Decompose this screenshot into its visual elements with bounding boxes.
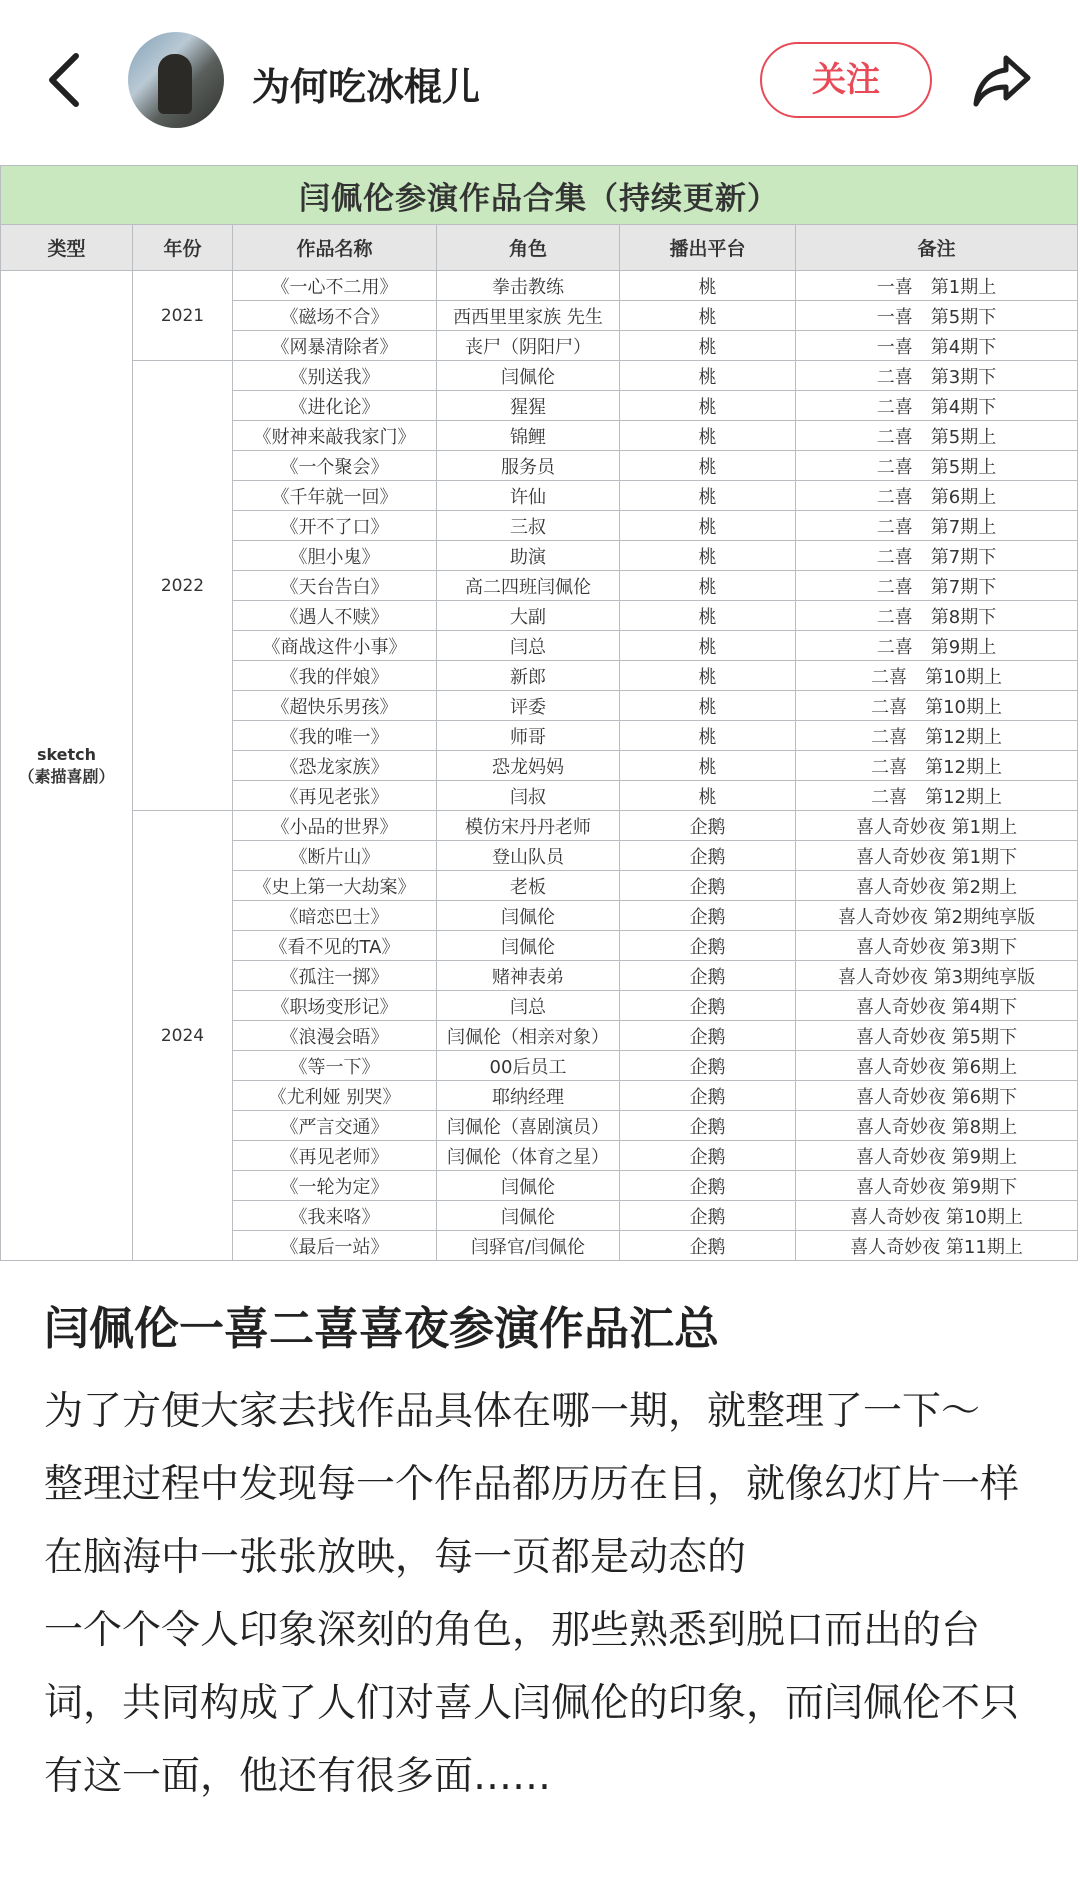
platform-cell: 企鹅 bbox=[620, 1201, 796, 1231]
year-cell: 2024 bbox=[133, 811, 233, 1261]
work-title-cell: 《网暴清除者》 bbox=[233, 331, 437, 361]
username[interactable]: 为何吃冰棍儿 bbox=[252, 65, 481, 109]
work-title-cell: 《胆小鬼》 bbox=[233, 541, 437, 571]
work-title-cell: 《史上第一大劫案》 bbox=[233, 871, 437, 901]
work-title-cell: 《再见老师》 bbox=[233, 1141, 437, 1171]
post-paragraph: 整理过程中发现每一个作品都历历在目，就像幻灯片一样在脑海中一张张放映，每一页都是动态的 bbox=[44, 1462, 1020, 1580]
note-cell: 喜人奇妙夜 第1期下 bbox=[796, 841, 1078, 871]
work-title-cell: 《商战这件小事》 bbox=[233, 631, 437, 661]
work-title-cell: 《暗恋巴士》 bbox=[233, 901, 437, 931]
role-cell: 高二四班闫佩伦 bbox=[437, 571, 620, 601]
note-cell: 二喜 第9期上 bbox=[796, 631, 1078, 661]
back-button[interactable] bbox=[40, 48, 88, 112]
share-button[interactable] bbox=[972, 52, 1032, 108]
table-row bbox=[1, 811, 1078, 841]
platform-cell: 企鹅 bbox=[620, 811, 796, 841]
platform-cell: 桃 bbox=[620, 541, 796, 571]
work-title-cell: 《等一下》 bbox=[233, 1051, 437, 1081]
note-cell: 一喜 第4期下 bbox=[796, 331, 1078, 361]
platform-cell: 桃 bbox=[620, 331, 796, 361]
work-title-cell: 《断片山》 bbox=[233, 841, 437, 871]
platform-cell: 企鹅 bbox=[620, 1171, 796, 1201]
note-cell: 二喜 第6期上 bbox=[796, 481, 1078, 511]
note-cell: 喜人奇妙夜 第3期下 bbox=[796, 931, 1078, 961]
platform-cell: 企鹅 bbox=[620, 841, 796, 871]
role-cell: 服务员 bbox=[437, 451, 620, 481]
work-title-cell: 《一轮为定》 bbox=[233, 1171, 437, 1201]
platform-cell: 企鹅 bbox=[620, 1051, 796, 1081]
role-cell: 闫佩伦 bbox=[437, 931, 620, 961]
work-title-cell: 《我的唯一》 bbox=[233, 721, 437, 751]
platform-cell: 桃 bbox=[620, 361, 796, 391]
work-title-cell: 《超快乐男孩》 bbox=[233, 691, 437, 721]
platform-cell: 企鹅 bbox=[620, 1021, 796, 1051]
platform-cell: 桃 bbox=[620, 481, 796, 511]
note-cell: 二喜 第5期上 bbox=[796, 451, 1078, 481]
column-header: 角色 bbox=[437, 225, 620, 271]
works-table-image bbox=[0, 165, 1080, 1258]
note-cell: 二喜 第7期下 bbox=[796, 571, 1078, 601]
work-title-cell: 《严言交通》 bbox=[233, 1111, 437, 1141]
role-cell: 评委 bbox=[437, 691, 620, 721]
work-title-cell: 《遇人不赎》 bbox=[233, 601, 437, 631]
post-paragraph: 一个个令人印象深刻的角色，那些熟悉到脱口而出的台词，共同构成了人们对喜人闫佩伦的印象，而闫佩伦不只有这一面，他还有很多面…… bbox=[44, 1608, 1020, 1799]
platform-cell: 桃 bbox=[620, 451, 796, 481]
work-title-cell: 《再见老张》 bbox=[233, 781, 437, 811]
work-title-cell: 《我的伴娘》 bbox=[233, 661, 437, 691]
post-title: 闫佩伦一喜二喜喜夜参演作品汇总 bbox=[44, 1302, 720, 1355]
platform-cell: 桃 bbox=[620, 631, 796, 661]
role-cell: 闫总 bbox=[437, 631, 620, 661]
note-cell: 喜人奇妙夜 第10期上 bbox=[796, 1201, 1078, 1231]
note-cell: 二喜 第12期上 bbox=[796, 751, 1078, 781]
note-cell: 喜人奇妙夜 第5期下 bbox=[796, 1021, 1078, 1051]
role-cell: 登山队员 bbox=[437, 841, 620, 871]
platform-cell: 桃 bbox=[620, 781, 796, 811]
role-cell: 猩猩 bbox=[437, 391, 620, 421]
note-cell: 喜人奇妙夜 第3期纯享版 bbox=[796, 961, 1078, 991]
platform-cell: 桃 bbox=[620, 511, 796, 541]
table-title: 闫佩伦参演作品合集（持续更新） bbox=[1, 166, 1078, 225]
work-title-cell: 《职场变形记》 bbox=[233, 991, 437, 1021]
platform-cell: 桃 bbox=[620, 421, 796, 451]
avatar[interactable] bbox=[128, 32, 224, 128]
work-title-cell: 《我来咯》 bbox=[233, 1201, 437, 1231]
note-cell: 二喜 第3期下 bbox=[796, 361, 1078, 391]
work-title-cell: 《千年就一回》 bbox=[233, 481, 437, 511]
year-cell: 2021 bbox=[133, 271, 233, 361]
platform-cell: 企鹅 bbox=[620, 901, 796, 931]
platform-cell: 企鹅 bbox=[620, 1111, 796, 1141]
role-cell: 西西里里家族 先生 bbox=[437, 301, 620, 331]
platform-cell: 企鹅 bbox=[620, 961, 796, 991]
table-row bbox=[1, 361, 1078, 391]
role-cell: 闫佩伦 bbox=[437, 1171, 620, 1201]
table-row bbox=[1, 271, 1078, 301]
role-cell: 助演 bbox=[437, 541, 620, 571]
work-title-cell: 《进化论》 bbox=[233, 391, 437, 421]
note-cell: 喜人奇妙夜 第6期上 bbox=[796, 1051, 1078, 1081]
role-cell: 闫佩伦 bbox=[437, 901, 620, 931]
note-cell: 二喜 第7期下 bbox=[796, 541, 1078, 571]
share-arrow-icon bbox=[972, 52, 1032, 108]
category-cell: sketch （素描喜剧） bbox=[1, 271, 133, 1261]
note-cell: 二喜 第7期上 bbox=[796, 511, 1078, 541]
platform-cell: 桃 bbox=[620, 301, 796, 331]
work-title-cell: 《看不见的TA》 bbox=[233, 931, 437, 961]
work-title-cell: 《恐龙家族》 bbox=[233, 751, 437, 781]
column-header: 类型 bbox=[1, 225, 133, 271]
platform-cell: 桃 bbox=[620, 391, 796, 421]
work-title-cell: 《别送我》 bbox=[233, 361, 437, 391]
platform-cell: 桃 bbox=[620, 601, 796, 631]
role-cell: 拳击教练 bbox=[437, 271, 620, 301]
note-cell: 二喜 第10期上 bbox=[796, 691, 1078, 721]
role-cell: 大副 bbox=[437, 601, 620, 631]
role-cell: 师哥 bbox=[437, 721, 620, 751]
platform-cell: 桃 bbox=[620, 691, 796, 721]
note-cell: 喜人奇妙夜 第9期下 bbox=[796, 1171, 1078, 1201]
note-cell: 二喜 第12期上 bbox=[796, 721, 1078, 751]
platform-cell: 企鹅 bbox=[620, 991, 796, 1021]
role-cell: 赌神表弟 bbox=[437, 961, 620, 991]
platform-cell: 桃 bbox=[620, 661, 796, 691]
note-cell: 二喜 第5期上 bbox=[796, 421, 1078, 451]
note-cell: 喜人奇妙夜 第6期下 bbox=[796, 1081, 1078, 1111]
column-header: 播出平台 bbox=[620, 225, 796, 271]
note-cell: 二喜 第12期上 bbox=[796, 781, 1078, 811]
platform-cell: 桃 bbox=[620, 721, 796, 751]
platform-cell: 企鹅 bbox=[620, 871, 796, 901]
platform-cell: 企鹅 bbox=[620, 1141, 796, 1171]
top-bar bbox=[0, 0, 1080, 160]
role-cell: 恐龙妈妈 bbox=[437, 751, 620, 781]
role-cell: 闫叔 bbox=[437, 781, 620, 811]
platform-cell: 桃 bbox=[620, 571, 796, 601]
platform-cell: 企鹅 bbox=[620, 1081, 796, 1111]
role-cell: 闫佩伦（喜剧演员） bbox=[437, 1111, 620, 1141]
role-cell: 许仙 bbox=[437, 481, 620, 511]
role-cell: 锦鲤 bbox=[437, 421, 620, 451]
column-header: 年份 bbox=[133, 225, 233, 271]
platform-cell: 企鹅 bbox=[620, 1231, 796, 1261]
role-cell: 闫佩伦（体育之星） bbox=[437, 1141, 620, 1171]
note-cell: 喜人奇妙夜 第4期下 bbox=[796, 991, 1078, 1021]
note-cell: 一喜 第5期下 bbox=[796, 301, 1078, 331]
role-cell: 耶纳经理 bbox=[437, 1081, 620, 1111]
note-cell: 喜人奇妙夜 第9期上 bbox=[796, 1141, 1078, 1171]
work-title-cell: 《最后一站》 bbox=[233, 1231, 437, 1261]
role-cell: 00后员工 bbox=[437, 1051, 620, 1081]
role-cell: 模仿宋丹丹老师 bbox=[437, 811, 620, 841]
role-cell: 老板 bbox=[437, 871, 620, 901]
role-cell: 新郎 bbox=[437, 661, 620, 691]
role-cell: 丧尸（阴阳尸） bbox=[437, 331, 620, 361]
work-title-cell: 《孤注一掷》 bbox=[233, 961, 437, 991]
work-title-cell: 《尤利娅 别哭》 bbox=[233, 1081, 437, 1111]
work-title-cell: 《财神来敲我家门》 bbox=[233, 421, 437, 451]
post-body bbox=[44, 1375, 1034, 1813]
year-cell: 2022 bbox=[133, 361, 233, 811]
work-title-cell: 《磁场不合》 bbox=[233, 301, 437, 331]
note-cell: 二喜 第10期上 bbox=[796, 661, 1078, 691]
follow-button[interactable]: 关注 bbox=[760, 42, 932, 118]
column-header: 备注 bbox=[796, 225, 1078, 271]
note-cell: 喜人奇妙夜 第2期上 bbox=[796, 871, 1078, 901]
role-cell: 闫佩伦 bbox=[437, 361, 620, 391]
work-title-cell: 《浪漫会晤》 bbox=[233, 1021, 437, 1051]
note-cell: 喜人奇妙夜 第8期上 bbox=[796, 1111, 1078, 1141]
note-cell: 喜人奇妙夜 第2期纯享版 bbox=[796, 901, 1078, 931]
role-cell: 闫佩伦（相亲对象） bbox=[437, 1021, 620, 1051]
role-cell: 三叔 bbox=[437, 511, 620, 541]
role-cell: 闫总 bbox=[437, 991, 620, 1021]
post-paragraph: 为了方便大家去找作品具体在哪一期，就整理了一下～ bbox=[44, 1389, 981, 1434]
work-title-cell: 《天台告白》 bbox=[233, 571, 437, 601]
work-title-cell: 《一个聚会》 bbox=[233, 451, 437, 481]
note-cell: 喜人奇妙夜 第11期上 bbox=[796, 1231, 1078, 1261]
platform-cell: 企鹅 bbox=[620, 931, 796, 961]
column-header: 作品名称 bbox=[233, 225, 437, 271]
role-cell: 闫佩伦 bbox=[437, 1201, 620, 1231]
note-cell: 一喜 第1期上 bbox=[796, 271, 1078, 301]
note-cell: 二喜 第4期下 bbox=[796, 391, 1078, 421]
work-title-cell: 《开不了口》 bbox=[233, 511, 437, 541]
work-title-cell: 《一心不二用》 bbox=[233, 271, 437, 301]
works-table bbox=[0, 165, 1078, 1261]
role-cell: 闫驿官/闫佩伦 bbox=[437, 1231, 620, 1261]
note-cell: 二喜 第8期下 bbox=[796, 601, 1078, 631]
platform-cell: 桃 bbox=[620, 271, 796, 301]
work-title-cell: 《小品的世界》 bbox=[233, 811, 437, 841]
platform-cell: 桃 bbox=[620, 751, 796, 781]
note-cell: 喜人奇妙夜 第1期上 bbox=[796, 811, 1078, 841]
chevron-left-icon bbox=[40, 48, 88, 112]
